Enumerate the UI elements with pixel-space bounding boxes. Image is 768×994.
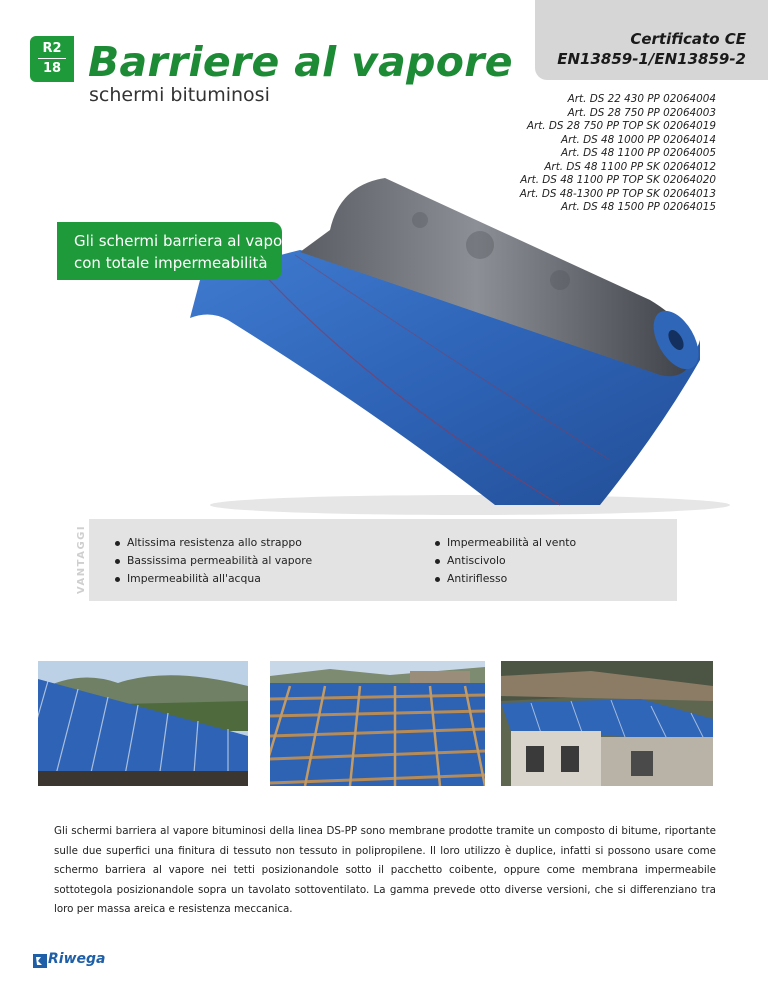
badge-section: R2: [42, 41, 62, 56]
advantages-panel: [89, 519, 677, 601]
section-badge: [30, 36, 74, 82]
tagline-line-1: Gli schermi barriera al vapore: [74, 232, 298, 250]
tagline-banner: [57, 222, 298, 280]
advantages-label-text: VANTAGGI: [76, 524, 87, 594]
article-item: Art. DS 48-1300 PP TOP SK 02064013: [519, 187, 716, 200]
article-item: Art. DS 22 430 PP 02064004: [567, 93, 716, 105]
certification-box: [535, 0, 768, 80]
roof-photo-1: [38, 661, 248, 786]
badge-page: 18: [42, 61, 62, 76]
article-item: Art. DS 48 1100 PP SK 02064012: [544, 160, 716, 173]
article-item: Art. DS 48 1100 PP TOP SK 02064020: [520, 174, 716, 186]
article-item: Art. DS 28 750 PP 02064003: [567, 106, 716, 119]
riwega-logo-icon: [33, 954, 47, 968]
page-subtitle: schermi bituminosi: [89, 84, 270, 106]
article-item: Art. DS 28 750 PP TOP SK 02064019: [526, 120, 716, 132]
roof-photo-3: [501, 661, 713, 786]
certification-standard: EN13859-1/EN13859-2: [557, 50, 746, 68]
badge-divider: [38, 58, 66, 59]
advantage-item: Antiriflesso: [433, 570, 576, 588]
brand-name: Riwega: [48, 951, 106, 967]
advantage-item: Antiscivolo: [433, 552, 576, 570]
advantage-item: Impermeabilità all'acqua: [113, 570, 312, 588]
tagline-line-2: con totale impermeabilità: [74, 254, 268, 272]
article-item: Art. DS 48 1100 PP 02064005: [561, 147, 716, 159]
advantage-item: Impermeabilità al vento: [433, 534, 576, 552]
page-title: Barriere al vapore: [88, 38, 513, 86]
advantage-item: Altissima resistenza allo strappo: [113, 534, 312, 552]
advantage-item: Bassissima permeabilità al vapore: [113, 552, 312, 570]
article-item: Art. DS 48 1500 PP 02064015: [561, 201, 716, 213]
roof-photo-2: [270, 661, 485, 786]
advantages-list-right: [433, 534, 576, 588]
certification-title: Certificato CE: [630, 30, 746, 48]
article-item: Art. DS 48 1000 PP 02064014: [561, 133, 716, 146]
product-description: Gli schermi barriera al vapore bituminosi della linea DS-PP sono membrane prodotte tramite un composto di bitume, riportante sulle due superfici una finitura di tessuto non tessuto in polipropilene. Il loro utilizzo è duplice, infatti si possono usare come schermo barriera al vapore nei tetti posizionandole sotto il pacchetto coibente, oppure come membrana impermeabile sottotegola posizionandole sopra un tavolato sottoventilato. La gamma prevede otto diverse versioni, che si differenziano tra loro per massa areica e resistenza meccanica.: [54, 825, 716, 916]
advantages-list-left: [113, 534, 312, 588]
membrane-roll-photo: [0, 160, 768, 530]
